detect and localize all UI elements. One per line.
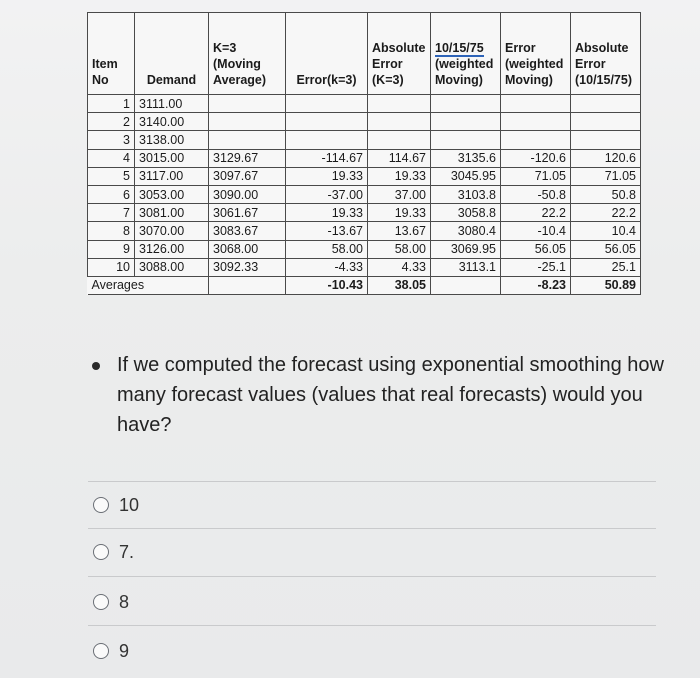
cell-error-weighted: -50.8: [501, 185, 571, 203]
option-label: 10: [119, 494, 140, 515]
header-abs-error-k3: [368, 13, 431, 95]
cell-item-no: 8: [88, 222, 135, 240]
answer-option-3[interactable]: [93, 589, 129, 615]
question-block: [92, 350, 672, 440]
header-weighted-moving: [431, 13, 501, 95]
cell-error-k3: -4.33: [286, 258, 368, 276]
cell-abs-error-k3: 19.33: [368, 204, 431, 222]
cell-weighted-moving: 3045.95: [431, 167, 501, 185]
cell-item-no: 7: [88, 204, 135, 222]
header-error-k3-text: Error(k=3): [296, 73, 357, 87]
cell-moving-average: 3083.67: [209, 222, 286, 240]
bullet-icon: [92, 362, 100, 370]
cell-moving-average: 3129.67: [209, 149, 286, 167]
cell-abs-error-weighted: 10.4: [571, 222, 641, 240]
cell-weighted-moving: 3103.8: [431, 185, 501, 203]
cell-error-k3: [286, 113, 368, 131]
averages-row: [88, 276, 641, 294]
cell-error-weighted: [501, 131, 571, 149]
cell-error-k3: [286, 131, 368, 149]
averages-wm-cell: [431, 276, 501, 294]
cell-abs-error-k3: 19.33: [368, 167, 431, 185]
cell-moving-average: 3061.67: [209, 204, 286, 222]
cell-abs-error-weighted: 50.8: [571, 185, 641, 203]
cell-abs-error-k3: [368, 95, 431, 113]
cell-weighted-moving: [431, 113, 501, 131]
answer-option-4[interactable]: [93, 638, 129, 664]
cell-error-weighted: 71.05: [501, 167, 571, 185]
header-moving-average: [209, 13, 286, 95]
cell-item-no: 1: [88, 95, 135, 113]
cell-error-k3: -114.67: [286, 149, 368, 167]
averages-abs-weighted: 50.89: [571, 276, 641, 294]
header-ma-line2: (Moving: [213, 57, 261, 71]
averages-ma-cell: [209, 276, 286, 294]
cell-abs-error-k3: [368, 113, 431, 131]
cell-demand: 3053.00: [135, 185, 209, 203]
cell-weighted-moving: [431, 131, 501, 149]
cell-item-no: 5: [88, 167, 135, 185]
cell-error-weighted: -120.6: [501, 149, 571, 167]
cell-item-no: 4: [88, 149, 135, 167]
cell-abs-error-weighted: 22.2: [571, 204, 641, 222]
header-item-line2: No: [92, 73, 109, 87]
option-label: 9: [119, 640, 130, 661]
divider: [88, 528, 656, 529]
cell-abs-error-k3: 13.67: [368, 222, 431, 240]
cell-moving-average: [209, 131, 286, 149]
radio-icon[interactable]: [93, 594, 109, 610]
header-item-line1: Item: [92, 57, 118, 71]
cell-abs-error-k3: 58.00: [368, 240, 431, 258]
cell-moving-average: 3097.67: [209, 167, 286, 185]
cell-item-no: 6: [88, 185, 135, 203]
header-abs-k3-line3: (K=3): [372, 73, 404, 87]
cell-weighted-moving: 3069.95: [431, 240, 501, 258]
averages-error-weighted: -8.23: [501, 276, 571, 294]
cell-moving-average: [209, 113, 286, 131]
header-wabs-line3: (10/15/75): [575, 73, 632, 87]
header-abs-k3-line2: Error: [372, 57, 403, 71]
divider: [88, 625, 656, 626]
cell-abs-error-weighted: 120.6: [571, 149, 641, 167]
averages-label-text: Averages: [91, 278, 145, 293]
cell-weighted-moving: 3058.8: [431, 204, 501, 222]
cell-abs-error-weighted: [571, 131, 641, 149]
option-label: 8: [119, 591, 130, 612]
cell-item-no: 3: [88, 131, 135, 149]
question-text: If we computed the forecast using exponential smoothing how many forecast values (values that real forecasts) would you have?: [117, 354, 664, 436]
cell-demand: 3015.00: [135, 149, 209, 167]
cell-item-no: 2: [88, 113, 135, 131]
cell-weighted-moving: [431, 95, 501, 113]
cell-abs-error-k3: [368, 131, 431, 149]
cell-demand: 3117.00: [135, 167, 209, 185]
table-row: [88, 222, 641, 240]
header-wm-line1: [435, 40, 496, 56]
header-demand-text: Demand: [146, 73, 197, 87]
header-wabs-line2: Error: [575, 57, 606, 71]
radio-icon[interactable]: [93, 643, 109, 659]
cell-demand: 3088.00: [135, 258, 209, 276]
table-row: [88, 131, 641, 149]
header-werr-line2: (weighted: [505, 57, 564, 71]
cell-abs-error-weighted: [571, 113, 641, 131]
forecast-table: [87, 12, 641, 295]
averages-abs-k3: 38.05: [368, 276, 431, 294]
header-werr-line3: Moving): [505, 73, 553, 87]
cell-error-k3: 19.33: [286, 167, 368, 185]
cell-demand: 3140.00: [135, 113, 209, 131]
cell-abs-error-k3: 37.00: [368, 185, 431, 203]
cell-demand: 3070.00: [135, 222, 209, 240]
cell-demand: 3081.00: [135, 204, 209, 222]
cell-error-weighted: -10.4: [501, 222, 571, 240]
cell-abs-error-weighted: 56.05: [571, 240, 641, 258]
cell-abs-error-k3: 114.67: [368, 149, 431, 167]
cell-demand: 3126.00: [135, 240, 209, 258]
divider: [88, 481, 656, 482]
cell-abs-error-weighted: 25.1: [571, 258, 641, 276]
header-wabs-line1: Absolute: [575, 41, 629, 55]
cell-item-no: 9: [88, 240, 135, 258]
cell-error-k3: 58.00: [286, 240, 368, 258]
cell-error-weighted: 22.2: [501, 204, 571, 222]
cell-error-weighted: -25.1: [501, 258, 571, 276]
table-header-row: [88, 13, 641, 95]
answer-option-1[interactable]: [93, 492, 139, 518]
cell-demand: 3111.00: [135, 95, 209, 113]
answer-option-2[interactable]: [93, 539, 134, 565]
header-werr-line1: Error: [505, 41, 536, 55]
cell-weighted-moving: 3113.1: [431, 258, 501, 276]
header-demand: [135, 13, 209, 95]
table-body: [88, 95, 641, 277]
header-wm-line1-text: 10/15/75: [435, 41, 484, 55]
header-ma-line1: K=3: [213, 41, 237, 55]
header-wm-line3: Moving): [435, 73, 483, 87]
header-abs-k3-line1: Absolute: [372, 41, 426, 55]
cell-error-k3: -13.67: [286, 222, 368, 240]
table-row: [88, 167, 641, 185]
cell-error-weighted: 56.05: [501, 240, 571, 258]
table-row: [88, 185, 641, 203]
cell-weighted-moving: 3135.6: [431, 149, 501, 167]
cell-error-weighted: [501, 95, 571, 113]
cell-demand: 3138.00: [135, 131, 209, 149]
cell-abs-error-k3: 4.33: [368, 258, 431, 276]
header-item-no: [88, 13, 135, 95]
data-table-container: [87, 12, 641, 295]
option-label: 7.: [119, 541, 135, 562]
divider: [88, 576, 656, 577]
header-error-weighted: [501, 13, 571, 95]
header-wm-line2: (weighted: [435, 57, 494, 71]
cell-item-no: 10: [88, 258, 135, 276]
cell-moving-average: 3068.00: [209, 240, 286, 258]
cell-moving-average: 3092.33: [209, 258, 286, 276]
radio-icon[interactable]: [93, 497, 109, 513]
cell-abs-error-weighted: 71.05: [571, 167, 641, 185]
header-error-k3: [286, 13, 368, 95]
table-row: [88, 240, 641, 258]
cell-error-k3: [286, 95, 368, 113]
table-row: [88, 204, 641, 222]
cell-abs-error-weighted: [571, 95, 641, 113]
cell-error-k3: -37.00: [286, 185, 368, 203]
cell-weighted-moving: 3080.4: [431, 222, 501, 240]
header-ma-line3: Average): [213, 73, 267, 87]
table-row: [88, 113, 641, 131]
cell-error-weighted: [501, 113, 571, 131]
table-row: [88, 95, 641, 113]
table-row: [88, 149, 641, 167]
table-row: [88, 258, 641, 276]
cell-moving-average: [209, 95, 286, 113]
cell-error-k3: 19.33: [286, 204, 368, 222]
averages-label: [88, 276, 209, 294]
radio-icon[interactable]: [93, 544, 109, 560]
averages-error-k3: -10.43: [286, 276, 368, 294]
cell-moving-average: 3090.00: [209, 185, 286, 203]
header-abs-error-weighted: [571, 13, 641, 95]
